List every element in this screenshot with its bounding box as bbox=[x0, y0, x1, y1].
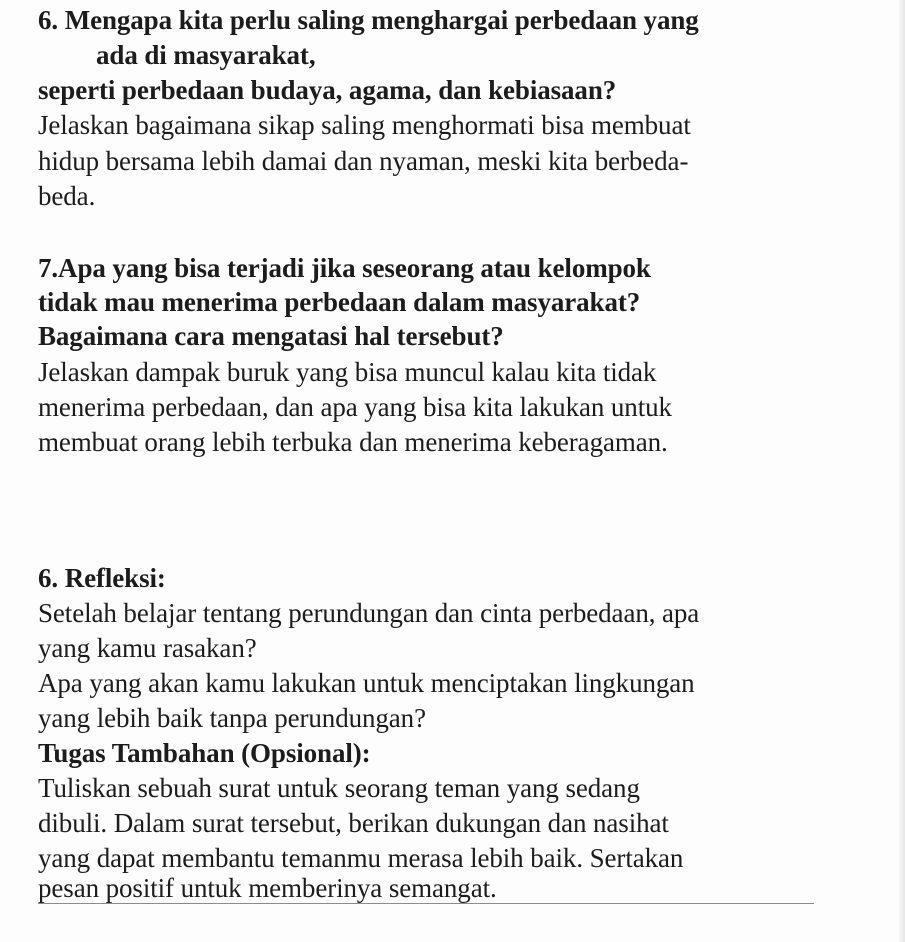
page-edge-shadow bbox=[899, 0, 905, 942]
question-7-explanation-line-1: Jelaskan dampak buruk yang bisa muncul kalau kita tidak bbox=[38, 357, 657, 387]
question-6-explanation-line-1: Jelaskan bagaimana sikap saling menghormati bisa membuat bbox=[38, 110, 691, 140]
reflection-line-4: yang lebih baik tanpa perundungan? bbox=[38, 703, 426, 733]
question-6-line-3: seperti perbedaan budaya, agama, dan kebiasaan? bbox=[38, 75, 617, 105]
extra-task-line-3: yang dapat membantu temanmu merasa lebih baik. Sertakan bbox=[38, 843, 684, 873]
extra-task-line-2: dibuli. Dalam surat tersebut, berikan dukungan dan nasihat bbox=[38, 808, 669, 838]
question-7-line-1: 7.Apa yang bisa terjadi jika seseorang atau kelompok bbox=[38, 253, 651, 283]
extra-task-line-4: pesan positif untuk memberinya semangat. bbox=[38, 873, 497, 903]
question-7-explanation-line-2: menerima perbedaan, dan apa yang bisa kita lakukan untuk bbox=[38, 392, 672, 422]
question-6-explanation-line-2: hidup bersama lebih damai dan nyaman, meski kita berbeda- bbox=[38, 146, 689, 176]
bottom-divider bbox=[38, 903, 814, 904]
reflection-line-3: Apa yang akan kamu lakukan untuk menciptakan lingkungan bbox=[38, 668, 695, 698]
question-6-line-2: ada di masyarakat, bbox=[96, 40, 316, 70]
extra-task-heading: Tugas Tambahan (Opsional): bbox=[38, 738, 371, 768]
question-7-explanation-line-3: membuat orang lebih terbuka dan menerima keberagaman. bbox=[38, 427, 668, 457]
question-7-line-2: tidak mau menerima perbedaan dalam masyarakat? bbox=[38, 287, 641, 317]
question-6-line-1: 6. Mengapa kita perlu saling menghargai perbedaan yang bbox=[38, 5, 699, 35]
reflection-line-1: Setelah belajar tentang perundungan dan cinta perbedaan, apa bbox=[38, 598, 700, 628]
extra-task-line-1: Tuliskan sebuah surat untuk seorang teman yang sedang bbox=[38, 773, 640, 803]
reflection-line-2: yang kamu rasakan? bbox=[38, 633, 257, 663]
question-6-explanation-line-3: beda. bbox=[38, 181, 96, 211]
reflection-heading: 6. Refleksi: bbox=[38, 563, 166, 593]
question-7-line-3: Bagaimana cara mengatasi hal tersebut? bbox=[38, 321, 504, 351]
